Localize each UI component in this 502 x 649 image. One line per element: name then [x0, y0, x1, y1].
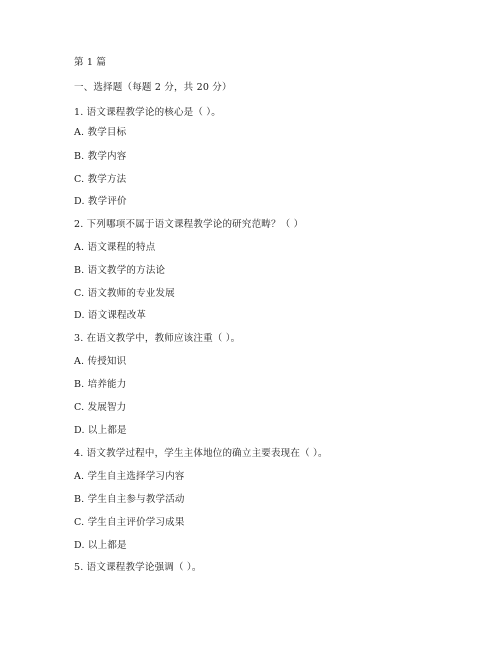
answer-option: A. 语文课程的特点 [74, 242, 156, 253]
answer-option: B. 语文教学的方法论 [74, 265, 166, 276]
answer-option: A. 传授知识 [74, 356, 127, 367]
answer-option: C. 发展智力 [74, 402, 127, 413]
answer-option: B. 教学内容 [74, 151, 127, 162]
answer-option: A. 教学目标 [74, 127, 127, 138]
answer-option: D. 教学评价 [74, 196, 127, 207]
question-stem: 4. 语文教学过程中，学生主体地位的确立主要表现在（ ）。 [74, 448, 328, 459]
question-stem: 3. 在语文教学中，教师应该注重（ ）。 [74, 333, 241, 344]
answer-option: B. 学生自主参与教学活动 [74, 494, 185, 505]
answer-option: B. 培养能力 [74, 379, 127, 390]
question-stem: 2. 下列哪项不属于语文课程教学论的研究范畴？（ ） [74, 219, 304, 230]
question-stem: 1. 语文课程教学论的核心是（ ）。 [74, 107, 221, 118]
answer-option: D. 语文课程改革 [74, 310, 147, 321]
section-heading: 一、选择题（每题 2 分，共 20 分） [74, 82, 232, 93]
answer-option: C. 语文教师的专业发展 [74, 288, 175, 299]
answer-option: D. 以上都是 [74, 540, 127, 551]
answer-option: C. 学生自主评价学习成果 [74, 517, 185, 528]
question-stem: 5. 语文课程教学论强调（ ）。 [74, 562, 202, 573]
answer-option: A. 学生自主选择学习内容 [74, 471, 185, 482]
answer-option: C. 教学方法 [74, 174, 127, 185]
part-header: 第 1 篇 [74, 57, 107, 68]
answer-option: D. 以上都是 [74, 425, 127, 436]
